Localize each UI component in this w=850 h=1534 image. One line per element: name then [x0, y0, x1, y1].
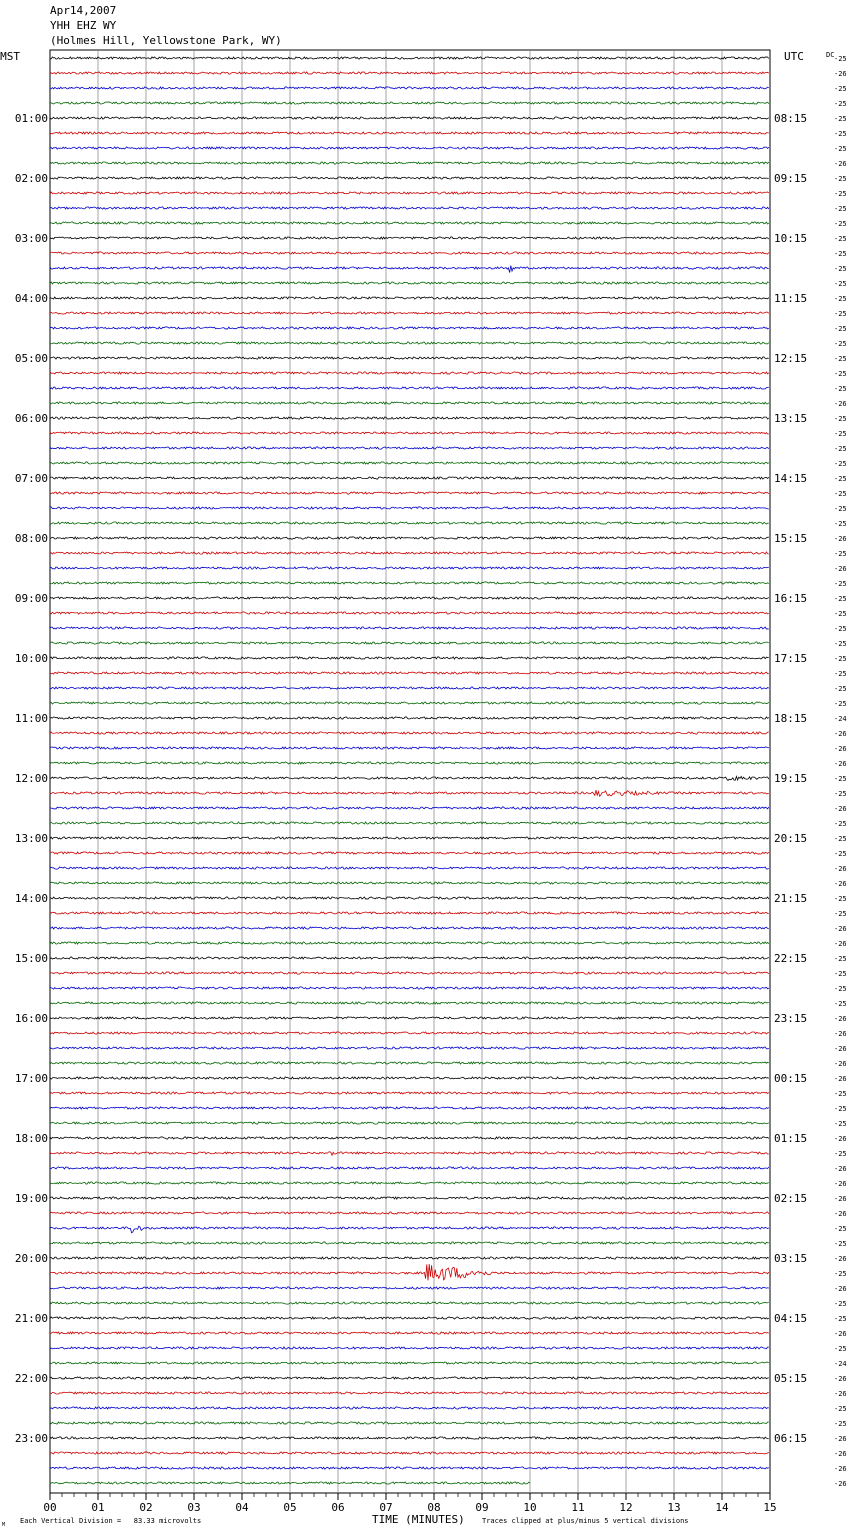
seismic-trace: [50, 897, 769, 899]
dc-offset-value: -26: [834, 865, 847, 873]
dc-offset-value: -25: [834, 340, 847, 348]
dc-offset-value: -26: [834, 1180, 847, 1188]
dc-offset-value: -25: [834, 115, 847, 123]
x-tick-label: 01: [91, 1501, 105, 1514]
utc-hour-label: 14:15: [774, 472, 808, 485]
seismic-trace: [50, 1437, 769, 1439]
dc-offset-value: -25: [834, 445, 847, 453]
dc-offset-value: -26: [834, 160, 847, 168]
mst-hour-label: 21:00: [14, 1312, 48, 1325]
x-axis: [43, 1493, 776, 1514]
dc-offset-value: -25: [834, 235, 847, 243]
seismic-trace: [50, 1452, 769, 1454]
dc-offset-value: -25: [834, 370, 847, 378]
seismic-trace: [50, 372, 769, 374]
utc-hour-label: 12:15: [774, 352, 808, 365]
seismic-trace: [50, 72, 769, 74]
dc-label: DC: [826, 51, 835, 59]
x-tick-label: 02: [139, 1501, 153, 1514]
dc-offset-value: -25: [834, 355, 847, 363]
x-tick-label: 07: [379, 1501, 393, 1514]
seismic-trace: [50, 1422, 769, 1424]
utc-hour-label: 18:15: [774, 712, 808, 725]
dc-offset-value: -25: [834, 610, 847, 618]
mst-hour-label: 20:00: [14, 1252, 48, 1265]
dc-offset-value: -25: [834, 550, 847, 558]
seismic-trace: [50, 462, 769, 464]
grid-layer: [50, 50, 770, 1493]
dc-offset-value: -25: [834, 130, 847, 138]
dc-offset-value: -25: [834, 775, 847, 783]
seismic-trace: [50, 567, 769, 569]
utc-hour-label: 05:15: [774, 1372, 808, 1385]
x-tick-label: 13: [667, 1501, 681, 1514]
mst-hour-label: 04:00: [14, 292, 48, 305]
x-axis-title: TIME (MINUTES): [372, 1513, 465, 1526]
seismic-trace: [50, 1226, 769, 1232]
seismic-trace: [50, 1347, 769, 1349]
dc-offset-value: -25: [834, 220, 847, 228]
dc-offset-value: -25: [834, 580, 847, 588]
seismic-trace: [50, 492, 769, 494]
utc-hour-label: 08:15: [774, 112, 808, 125]
dc-offset-value: -25: [834, 265, 847, 273]
dc-offset-value: -25: [834, 790, 847, 798]
mst-hour-label: 15:00: [14, 952, 48, 965]
mst-hour-label: 18:00: [14, 1132, 48, 1145]
seismic-trace: [50, 687, 769, 689]
seismic-trace: [50, 1122, 769, 1124]
seismic-trace: [50, 1407, 769, 1409]
x-tick-label: 11: [571, 1501, 585, 1514]
dc-offset-value: -26: [834, 805, 847, 813]
dc-offset-value: -25: [834, 325, 847, 333]
seismic-trace: [50, 927, 769, 929]
mst-hour-label: 08:00: [14, 532, 48, 545]
dc-offset-value: -25: [834, 1120, 847, 1128]
seismic-trace: [50, 147, 769, 149]
mst-hour-label: 13:00: [14, 832, 48, 845]
seismic-trace: [50, 1467, 769, 1469]
x-tick-label: 06: [331, 1501, 345, 1514]
seismic-trace: [50, 1047, 769, 1049]
seismic-trace: [50, 717, 769, 719]
seismic-trace: [50, 1092, 769, 1094]
seismic-trace: [50, 327, 769, 329]
dc-offset-value: -26: [834, 1465, 847, 1473]
seismic-trace: [50, 266, 769, 273]
utc-hour-label: 16:15: [774, 592, 808, 605]
seismic-trace: [50, 1362, 769, 1364]
seismic-trace: [50, 1167, 769, 1169]
seismic-trace: [50, 702, 769, 704]
x-tick-label: 09: [475, 1501, 489, 1514]
dc-offset-value: -26: [834, 70, 847, 78]
chart-location: (Holmes Hill, Yellowstone Park, WY): [50, 34, 282, 47]
seismic-trace: [50, 912, 769, 914]
seismic-trace: [50, 507, 769, 509]
dc-offset-value: -26: [834, 1450, 847, 1458]
dc-offset-value: -26: [834, 1255, 847, 1263]
dc-offset-value: -25: [834, 85, 847, 93]
dc-offset-value: -26: [834, 565, 847, 573]
dc-offset-value: -24: [834, 715, 847, 723]
seismic-trace: [50, 1032, 769, 1034]
x-tick-label: 14: [715, 1501, 729, 1514]
scale-note: Each Vertical Division = 83.33 microvolts: [20, 1517, 202, 1525]
utc-hour-label: 17:15: [774, 652, 808, 665]
seismic-trace: [50, 1392, 769, 1394]
seismic-trace: [50, 177, 769, 179]
dc-offset-value: -26: [834, 1195, 847, 1203]
seismic-trace: [50, 1062, 769, 1064]
dc-offset-value: -25: [834, 295, 847, 303]
dc-offset-value: -25: [834, 895, 847, 903]
mst-hour-label: 10:00: [14, 652, 48, 665]
seismic-trace: [50, 117, 769, 119]
seismic-trace: [50, 1332, 769, 1334]
dc-offset-value: -25: [834, 1000, 847, 1008]
x-tick-label: 15: [763, 1501, 777, 1514]
dc-offset-value: -25: [834, 640, 847, 648]
dc-offset-value: -26: [834, 1165, 847, 1173]
seismic-trace: [50, 987, 769, 989]
dc-offset-value: -25: [834, 520, 847, 528]
dc-offset-value: -25: [834, 1270, 847, 1278]
dc-offset-value: -25: [834, 55, 847, 63]
seismic-trace: [50, 522, 769, 524]
seismic-trace: [50, 762, 769, 764]
dc-offset-value: -25: [834, 1150, 847, 1158]
seismic-trace: [50, 1302, 769, 1304]
utc-hour-label: 19:15: [774, 772, 808, 785]
seismic-trace: [50, 822, 769, 824]
dc-offset-value: -25: [834, 190, 847, 198]
utc-hour-label: 01:15: [774, 1132, 808, 1145]
dc-offset-value: -25: [834, 910, 847, 918]
seismic-trace: [50, 657, 769, 659]
utc-hour-label: 11:15: [774, 292, 808, 305]
dc-offset-value: -25: [834, 385, 847, 393]
x-tick-label: 00: [43, 1501, 57, 1514]
seismic-trace: [50, 732, 769, 734]
seismic-trace: [50, 207, 769, 209]
seismic-trace: [50, 612, 769, 614]
dc-offset-value: -25: [834, 985, 847, 993]
mst-hour-label: 12:00: [14, 772, 48, 785]
utc-hour-label: 13:15: [774, 412, 808, 425]
x-tick-label: 12: [619, 1501, 633, 1514]
seismic-trace: [50, 132, 769, 134]
seismic-trace: [50, 312, 769, 314]
seismic-trace: [50, 447, 769, 449]
seismic-trace: [50, 867, 769, 869]
mst-hour-label: 06:00: [14, 412, 48, 425]
utc-hour-label: 10:15: [774, 232, 808, 245]
clip-note: Traces clipped at plus/minus 5 vertical divisions: [482, 1517, 689, 1525]
seismic-trace: [50, 747, 769, 749]
dc-offset-value: -25: [834, 1345, 847, 1353]
seismic-trace: [50, 237, 769, 239]
dc-offset-value: -26: [834, 1015, 847, 1023]
dc-offset-value: -24: [834, 1360, 847, 1368]
x-tick-label: 03: [187, 1501, 201, 1514]
dc-offset-value: -26: [834, 1330, 847, 1338]
chart-station: YHH EHZ WY: [50, 19, 117, 32]
seismic-trace: [50, 1137, 769, 1139]
dc-offset-value: -26: [834, 1210, 847, 1218]
seismic-trace: [50, 87, 769, 89]
seismic-trace: [50, 942, 769, 944]
seismic-trace: [50, 627, 769, 629]
seismic-trace: [50, 1152, 769, 1155]
dc-offset-value: -25: [834, 1225, 847, 1233]
dc-offset-value: -26: [834, 745, 847, 753]
dc-offset-value: -25: [834, 310, 847, 318]
seismic-trace: [50, 1002, 769, 1004]
chart-date: Apr14,2007: [50, 4, 117, 17]
seismic-trace: [50, 672, 769, 674]
x-tick-label: 04: [235, 1501, 249, 1514]
right-timezone-label: UTC: [784, 50, 804, 63]
plot-frame: [50, 50, 770, 1493]
utc-hour-label: 00:15: [774, 1072, 808, 1085]
seismic-trace: [50, 642, 769, 644]
dc-offset-value: -25: [834, 280, 847, 288]
mst-hour-label: 09:00: [14, 592, 48, 605]
x-tick-label: 05: [283, 1501, 297, 1514]
dc-offset-column: [834, 55, 847, 1488]
seismic-trace: [50, 1077, 769, 1079]
seismic-trace: [50, 1264, 769, 1280]
seismic-trace: [50, 192, 769, 194]
dc-offset-value: -25: [834, 850, 847, 858]
dc-offset-value: -25: [834, 175, 847, 183]
seismic-trace: [50, 402, 769, 404]
seismic-trace: [50, 252, 769, 254]
seismic-trace: [50, 882, 769, 884]
dc-offset-value: -25: [834, 1405, 847, 1413]
seismic-trace: [50, 222, 769, 224]
dc-offset-value: -26: [834, 1390, 847, 1398]
seismic-trace: [50, 1107, 769, 1109]
mst-hour-label: 01:00: [14, 112, 48, 125]
seismic-trace: [50, 776, 769, 780]
seismic-trace: [50, 1257, 769, 1259]
dc-offset-value: -25: [834, 970, 847, 978]
seismic-trace: [50, 790, 769, 796]
dc-offset-value: -25: [834, 670, 847, 678]
dc-offset-value: -26: [834, 535, 847, 543]
dc-offset-value: -25: [834, 700, 847, 708]
dc-offset-value: -25: [834, 430, 847, 438]
utc-hour-label: 09:15: [774, 172, 808, 185]
dc-offset-value: -26: [834, 1030, 847, 1038]
mst-hour-label: 16:00: [14, 1012, 48, 1025]
dc-offset-value: -26: [834, 1480, 847, 1488]
dc-offset-value: -26: [834, 400, 847, 408]
dc-offset-value: -26: [834, 880, 847, 888]
seismic-trace: [50, 162, 769, 164]
seismic-trace: [50, 807, 769, 809]
dc-offset-value: -25: [834, 1315, 847, 1323]
seismic-trace: [50, 342, 769, 344]
dc-offset-value: -25: [834, 505, 847, 513]
dc-offset-value: -25: [834, 595, 847, 603]
dc-offset-value: -25: [834, 250, 847, 258]
seismic-trace: [50, 1377, 769, 1379]
seismic-trace: [50, 417, 769, 419]
utc-hour-label: 23:15: [774, 1012, 808, 1025]
dc-offset-value: -25: [834, 955, 847, 963]
dc-offset-value: -26: [834, 1075, 847, 1083]
seismic-trace: [50, 57, 769, 59]
utc-hour-label: 22:15: [774, 952, 808, 965]
dc-offset-value: -25: [834, 475, 847, 483]
seismic-trace: [50, 597, 769, 599]
seismic-trace: [50, 537, 769, 539]
utc-hour-label: 06:15: [774, 1432, 808, 1445]
seismic-trace: [50, 852, 769, 854]
dc-offset-value: -25: [834, 1420, 847, 1428]
seismic-trace: [50, 552, 769, 554]
mst-hour-label: 14:00: [14, 892, 48, 905]
seismic-trace: [50, 297, 769, 299]
seismic-trace: [50, 957, 769, 959]
dc-offset-value: -25: [834, 490, 847, 498]
seismic-trace: [50, 432, 769, 434]
seismic-trace: [50, 102, 769, 104]
dc-offset-value: -25: [834, 820, 847, 828]
dc-offset-value: -26: [834, 1435, 847, 1443]
dc-offset-value: -26: [834, 1045, 847, 1053]
seismic-trace: [50, 1287, 769, 1289]
dc-offset-value: -26: [834, 1060, 847, 1068]
dc-offset-value: -25: [834, 1300, 847, 1308]
mst-hour-label: 11:00: [14, 712, 48, 725]
mst-hour-label: 19:00: [14, 1192, 48, 1205]
seismic-trace: [50, 972, 769, 974]
dc-offset-value: -26: [834, 730, 847, 738]
dc-offset-value: -25: [834, 685, 847, 693]
mst-hour-label: 22:00: [14, 1372, 48, 1385]
utc-hour-label: 20:15: [774, 832, 808, 845]
dc-offset-value: -26: [834, 1375, 847, 1383]
dc-offset-value: -25: [834, 415, 847, 423]
mst-hour-label: 02:00: [14, 172, 48, 185]
dc-offset-value: -26: [834, 760, 847, 768]
dc-offset-value: -25: [834, 460, 847, 468]
dc-offset-value: -26: [834, 925, 847, 933]
mst-hour-label: 23:00: [14, 1432, 48, 1445]
dc-offset-value: -26: [834, 1285, 847, 1293]
mst-hour-label: 17:00: [14, 1072, 48, 1085]
dc-offset-value: -25: [834, 1240, 847, 1248]
dc-offset-value: -25: [834, 145, 847, 153]
dc-offset-value: -25: [834, 655, 847, 663]
dc-offset-value: -26: [834, 1135, 847, 1143]
seismic-trace: [50, 357, 769, 359]
seismic-trace: [50, 1182, 769, 1184]
dc-offset-value: -26: [834, 940, 847, 948]
dc-offset-value: -25: [834, 835, 847, 843]
utc-hour-label: 02:15: [774, 1192, 808, 1205]
mst-hour-label: 03:00: [14, 232, 48, 245]
x-tick-label: 10: [523, 1501, 537, 1514]
dc-offset-value: -25: [834, 205, 847, 213]
dc-offset-value: -25: [834, 625, 847, 633]
seismic-trace: [50, 1017, 769, 1019]
dc-offset-value: -25: [834, 1105, 847, 1113]
dc-offset-value: -25: [834, 1090, 847, 1098]
dc-offset-value: -25: [834, 100, 847, 108]
utc-hour-label: 21:15: [774, 892, 808, 905]
seismic-trace: [50, 387, 769, 389]
utc-hour-label: 04:15: [774, 1312, 808, 1325]
mst-hour-label: 07:00: [14, 472, 48, 485]
left-timezone-label: MST: [0, 50, 20, 63]
mst-hour-label: 05:00: [14, 352, 48, 365]
seismic-trace: [50, 477, 769, 479]
trace-layer: [50, 57, 769, 1484]
seismic-trace: [50, 582, 769, 584]
seismic-trace: [50, 1242, 769, 1244]
seismic-trace: [50, 837, 769, 839]
seismic-trace: [50, 1317, 769, 1319]
utc-hour-label: 03:15: [774, 1252, 808, 1265]
seismic-trace: [50, 282, 769, 284]
utc-hour-label: 15:15: [774, 532, 808, 545]
x-tick-label: 08: [427, 1501, 441, 1514]
seismic-trace: [50, 1212, 769, 1214]
seismic-trace: [50, 1197, 769, 1199]
corner-mark: M: [2, 1522, 6, 1528]
